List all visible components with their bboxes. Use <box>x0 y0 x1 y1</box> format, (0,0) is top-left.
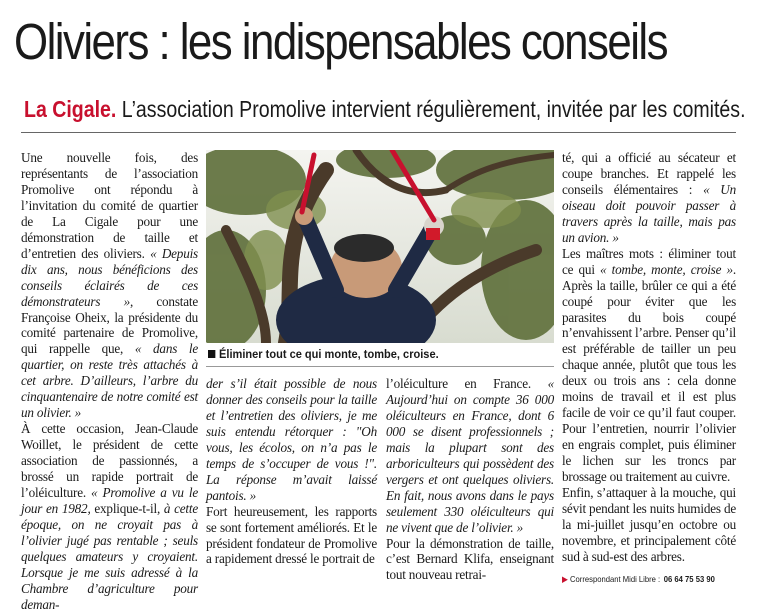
paragraph <box>21 150 198 421</box>
paragraph <box>21 421 198 612</box>
paragraph <box>386 376 554 536</box>
paragraph <box>562 485 736 565</box>
column-1 <box>21 150 198 613</box>
text-run: l’oléiculture en France. <box>386 376 548 391</box>
kicker: La Cigale. <box>24 96 117 122</box>
text-run: À cette occasion, Jean-Claude Woillet, le président de cette association de passionnés, a brossé un rapide portrait de l’oléiculture. <box>21 421 198 501</box>
paragraph <box>562 150 736 246</box>
quote: « tombe, monte, croise » <box>600 261 733 277</box>
quote: à cette époque, on ne croyait pas à l’olivier jugé pas rentable ; seuls quelques amateurs y croyaient. Lorsque je me suis adressé à la Chambre d’agriculture pour deman- <box>21 500 198 612</box>
quote: « Un oiseau doit pouvoir passer à travers après la taille, mais pas un avion. » <box>562 181 736 245</box>
quote: « Promolive a vu le jour en 1982, <box>21 485 198 516</box>
subheadline <box>24 96 746 123</box>
quote: der s’il était possible de nous donner des conseils pour la taille et l’entretien des oliviers, je me suis entendu rétorquer : "Oh vous, les écolos, on n’a pas le temps de s’occuper de vous !". La réponse m’avait laissé pantois. » <box>206 376 377 503</box>
correspondent-credit <box>562 574 733 585</box>
text-run: . Après la taille, brûler ce qui a été coupé pour éviter que les parasites du bois coupé n’envahissent l’arbre. Penser qu’il est préférable de tailler un peu chaque année, plutôt que tous les deux ou trois ans : cela donne moins de travail et il est plus facile de voir ce qu’il faut couper. Pour l’entretien, nourrir l’olivier en engrais complet, puis éliminer le lichen sur les troncs par brossage ou traitement au cuivre. <box>562 261 736 485</box>
paragraph <box>206 376 377 504</box>
column-3 <box>386 376 554 583</box>
caption-square-icon <box>208 350 215 358</box>
header-divider <box>21 132 736 133</box>
column-2 <box>206 376 377 567</box>
article-photo <box>206 150 554 343</box>
text-run: Pour la démonstration de taille, c’est Bernard Klifa, enseignant tout nouveau retrai- <box>386 535 554 583</box>
caption-divider <box>206 366 554 367</box>
column-4 <box>562 150 736 565</box>
photo-caption <box>208 347 526 361</box>
text-run: Une nouvelle fois, des représentants de l’association Promolive ont répondu à l’invitation du comité de quartier de La Cigale pour une démonstration de taille et d’entretien des oliviers. <box>21 150 198 261</box>
paragraph <box>386 536 554 584</box>
text-run: Fort heureusement, les rapports se sont fortement améliorés. Et le président fondateur de Promolive a rapidement dressé le portrait de <box>206 503 377 567</box>
olive-tree-pruning-illustration <box>206 150 554 343</box>
paragraph <box>206 504 377 568</box>
quote: « Depuis dix ans, nous bénéficions des conseils éclairés de ces démonstrateurs » <box>21 245 198 309</box>
headline: Oliviers : les indispensables conseils <box>14 13 668 70</box>
text-run: Les maîtres mots : éliminer tout ce qui <box>562 245 736 277</box>
paragraph <box>562 246 736 485</box>
caption-text: Éliminer tout ce qui monte, tombe, croise. <box>219 347 439 361</box>
quote: « Aujourd’hui on compte 36 000 oléiculteurs en France, dont 6 000 se disent professionnels ; mais la plupart sont des arboriculteurs qui possèdent des vergers et ont quelques oliviers. En fait, nous avons dans le pays seulement 330 oléiculteurs qui ne vivent que de l’olivier. » <box>386 376 554 535</box>
text-run: Enfin, s’attaquer à la mouche, qui sévit pendant les nuits humides de la mi-juillet jusqu’en octobre ou novembre, et principalement côté sud à sud-est des arbres. <box>562 485 736 564</box>
triangle-right-icon: ▶ <box>562 574 568 584</box>
credit-phone: 06 64 75 53 90 <box>663 574 715 584</box>
text-run: explique-t-il, <box>94 500 164 516</box>
text-run: té, qui a officié au sécateur et coupe branches. Et rappelé les conseils élémentaires : <box>562 150 736 197</box>
text-run: , constate Françoise Oheix, la présidente du comité partenaire de Promolive, qui rappelle que, <box>21 293 198 357</box>
credit-label: Correspondant Midi Libre : <box>570 574 661 584</box>
quote: « dans le quartier, on reste très attachés à cet arbre. D’ailleurs, l’arbre du cinquantenaire de notre comité est un olivier. » <box>21 341 198 421</box>
subhead-text: L’association Promolive intervient régulièrement, invitée par les comités. <box>121 96 746 122</box>
